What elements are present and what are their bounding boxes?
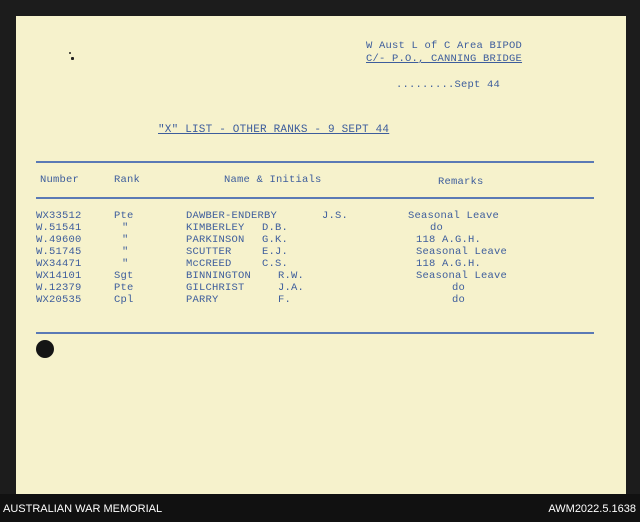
- row-remarks: do: [430, 222, 444, 234]
- row-surname: PARRY: [186, 294, 219, 306]
- row-initials: R.W.: [278, 270, 305, 282]
- header-unit-line: W Aust L of C Area BIPOD: [366, 40, 523, 52]
- punch-hole: [36, 340, 54, 358]
- archive-footer: [0, 494, 640, 522]
- row-initials: J.S.: [322, 210, 349, 222]
- header-date: .........Sept 44: [396, 79, 501, 91]
- table-header-rule: [36, 197, 594, 199]
- row-number: W.49600: [36, 234, 82, 246]
- row-remarks: do: [452, 282, 466, 294]
- row-remarks: do: [452, 294, 466, 306]
- row-initials: E.J.: [262, 246, 289, 258]
- row-initials: J.A.: [278, 282, 305, 294]
- paper-speck: [71, 57, 74, 60]
- row-number: WX34471: [36, 258, 82, 270]
- row-initials: F.: [278, 294, 292, 306]
- row-surname: McCREED: [186, 258, 232, 270]
- row-remarks: 118 A.G.H.: [416, 258, 482, 270]
- archive-name: AUSTRALIAN WAR MEMORIAL: [3, 503, 163, 515]
- row-rank: ": [122, 234, 129, 246]
- table-top-rule: [36, 161, 594, 163]
- archive-accession-number: AWM2022.5.1638: [548, 503, 636, 515]
- header-address-line: C/- P.O., CANNING BRIDGE: [366, 53, 523, 65]
- document-sheet: [16, 16, 626, 494]
- row-initials: C.S.: [262, 258, 289, 270]
- row-number: W.51745: [36, 246, 82, 258]
- row-rank: Sgt: [114, 270, 134, 282]
- row-surname: DAWBER-ENDERBY: [186, 210, 278, 222]
- row-remarks: 118 A.G.H.: [416, 234, 482, 246]
- row-rank: ": [122, 222, 129, 234]
- paper-speck: [69, 52, 71, 54]
- row-remarks: Seasonal Leave: [416, 246, 508, 258]
- row-rank: ": [122, 246, 129, 258]
- row-rank: Pte: [114, 282, 134, 294]
- table-bottom-rule: [36, 332, 594, 334]
- column-header-number: Number: [40, 174, 80, 186]
- row-rank: ": [122, 258, 129, 270]
- row-initials: G.K.: [262, 234, 289, 246]
- row-rank: Pte: [114, 210, 134, 222]
- row-number: WX14101: [36, 270, 82, 282]
- row-surname: GILCHRIST: [186, 282, 245, 294]
- row-number: WX20535: [36, 294, 82, 306]
- row-remarks: Seasonal Leave: [408, 210, 500, 222]
- row-surname: BINNINGTON: [186, 270, 252, 282]
- row-surname: KIMBERLEY: [186, 222, 245, 234]
- row-surname: PARKINSON: [186, 234, 245, 246]
- column-header-rank: Rank: [114, 174, 141, 186]
- column-header-remarks: Remarks: [438, 176, 484, 188]
- row-surname: SCUTTER: [186, 246, 232, 258]
- row-number: WX33512: [36, 210, 82, 222]
- row-remarks: Seasonal Leave: [416, 270, 508, 282]
- row-initials: D.B.: [262, 222, 289, 234]
- document-title: "X" LIST - OTHER RANKS - 9 SEPT 44: [158, 124, 390, 136]
- row-number: W.51541: [36, 222, 82, 234]
- row-rank: Cpl: [114, 294, 134, 306]
- column-header-name: Name & Initials: [224, 174, 322, 186]
- row-number: W.12379: [36, 282, 82, 294]
